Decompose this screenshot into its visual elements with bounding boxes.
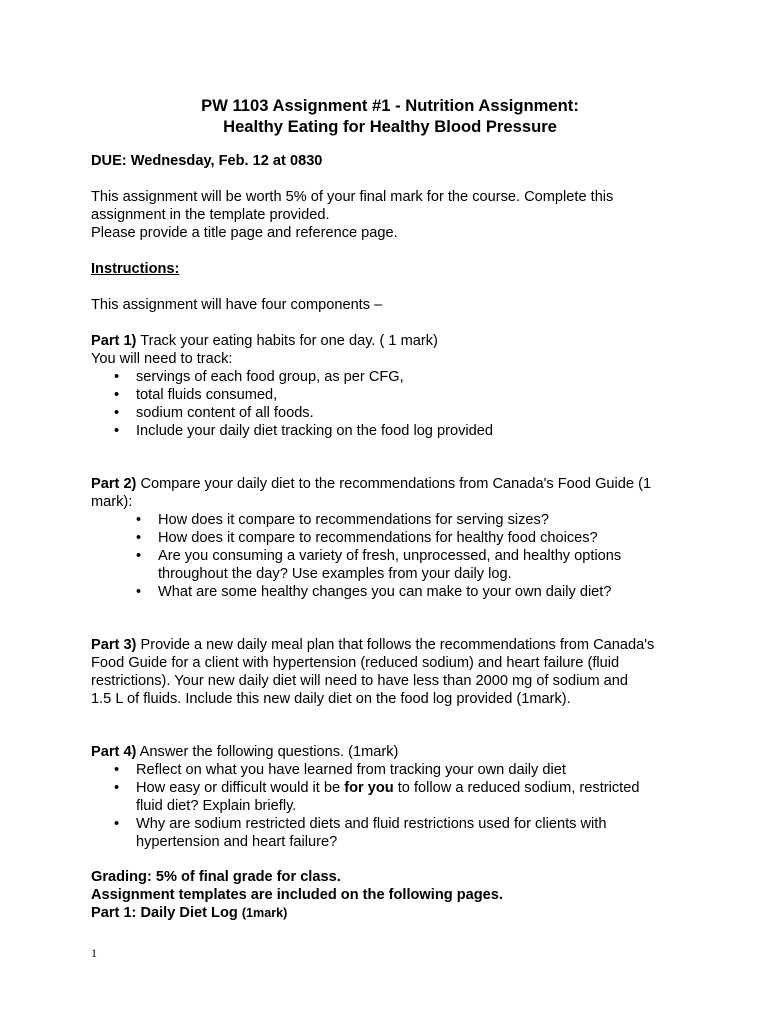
part-2-bullet-list: [91, 511, 691, 601]
part-2-section: [91, 475, 691, 601]
list-item: [114, 815, 691, 851]
part-3-text: Provide a new daily meal plan that follows the recommendations from Canada's: [136, 637, 655, 653]
list-item-text: total fluids consumed,: [136, 387, 278, 403]
list-item: [136, 583, 691, 601]
instructions-heading: Instructions:: [91, 261, 180, 277]
list-item: [136, 547, 691, 583]
list-item-text: How easy or difficult would it be: [136, 780, 345, 796]
bullet-icon: •: [114, 780, 120, 796]
part-4-label: Part 4): [91, 744, 137, 760]
list-item-text-tail: to follow a reduced sodium, restricted: [393, 780, 640, 796]
bullet-icon: •: [114, 423, 120, 439]
list-item: [114, 761, 691, 779]
grading-section: [91, 868, 691, 922]
list-item-text: What are some healthy changes you can make to your own daily diet?: [158, 584, 612, 600]
bullet-icon: •: [136, 530, 142, 546]
list-item-text: How does it compare to recommendations for serving sizes?: [158, 512, 549, 528]
list-item: [136, 511, 691, 529]
part-2-heading: [91, 475, 691, 493]
list-item-text: sodium content of all foods.: [136, 405, 314, 421]
list-item-text-continued: fluid diet? Explain briefly.: [136, 798, 297, 814]
grading-text: Grading: 5% of final grade for class.: [91, 869, 341, 885]
part-4-heading: [91, 743, 691, 761]
list-item-text: servings of each food group, as per CFG,: [136, 369, 404, 385]
list-item: [114, 404, 691, 422]
part-1-bullet-list: [91, 368, 691, 440]
part-4-bullet-list: [91, 761, 691, 851]
page-number: 1: [91, 946, 97, 960]
components-text: This assignment will have four components –: [91, 297, 383, 313]
part-4-section: [91, 743, 691, 851]
part-1-lead: You will need to track:: [91, 351, 233, 367]
templates-note: Assignment templates are included on the following pages.: [91, 887, 503, 903]
part-3-line-2: Food Guide for a client with hypertension (reduced sodium) and heart failure (fluid: [91, 655, 620, 671]
list-item: [114, 368, 691, 386]
list-item-text: How does it compare to recommendations for healthy food choices?: [158, 530, 598, 546]
part-4-text: Answer the following questions. (1mark): [136, 744, 399, 760]
bullet-icon: •: [114, 405, 120, 421]
intro-line-2: assignment in the template provided.: [91, 207, 330, 223]
intro-line-1: This assignment will be worth 5% of your final mark for the course. Complete this: [91, 189, 614, 205]
list-item-text-continued: hypertension and heart failure?: [136, 834, 338, 850]
due-date: DUE: Wednesday, Feb. 12 at 0830: [91, 153, 323, 169]
part-1-log-mark: (1mark): [241, 906, 288, 920]
list-item: [114, 779, 691, 815]
bullet-icon: •: [136, 512, 142, 528]
part-3-line-4: 1.5 L of fluids. Include this new daily diet on the food log provided (1mark).: [91, 691, 571, 707]
part-1-log-heading: [91, 904, 691, 922]
list-item-emphasis: for you: [344, 780, 394, 796]
list-item-text: Reflect on what you have learned from tracking your own daily diet: [136, 762, 566, 778]
part-3-section: [91, 636, 691, 708]
part-1-label: Part 1): [91, 333, 137, 349]
list-item: [136, 529, 691, 547]
list-item: [114, 386, 691, 404]
part-3-line-1: [91, 636, 691, 654]
bullet-icon: •: [114, 387, 120, 403]
part-3-label: Part 3): [91, 637, 137, 653]
bullet-icon: •: [114, 369, 120, 385]
bullet-icon: •: [136, 584, 142, 600]
document-title: [89, 95, 691, 137]
list-item-text-continued: throughout the day? Use examples from your daily log.: [158, 566, 512, 582]
intro-paragraph: [91, 188, 691, 242]
title-line-2: Healthy Eating for Healthy Blood Pressure: [223, 117, 557, 136]
part-1-section: [91, 332, 691, 440]
list-item-text: Why are sodium restricted diets and fluid restrictions used for clients with: [136, 816, 607, 832]
part-2-text-line-2: mark):: [91, 494, 133, 510]
part-1-text: Track your eating habits for one day. ( 1 mark): [136, 333, 438, 349]
part-3-line-3: restrictions). Your new daily diet will need to have less than 2000 mg of sodium and: [91, 673, 629, 689]
part-2-text: Compare your daily diet to the recommendations from Canada's Food Guide (1: [136, 476, 652, 492]
part-2-label: Part 2): [91, 476, 137, 492]
list-item-text: Are you consuming a variety of fresh, unprocessed, and healthy options: [158, 548, 622, 564]
part-1-log-label: Part 1: Daily Diet Log: [91, 905, 242, 921]
bullet-icon: •: [114, 762, 120, 778]
title-line-1: PW 1103 Assignment #1 - Nutrition Assignment:: [201, 96, 579, 115]
bullet-icon: •: [114, 816, 120, 832]
list-item-text: Include your daily diet tracking on the food log provided: [136, 423, 493, 439]
document-page: [91, 95, 691, 922]
bullet-icon: •: [136, 548, 142, 564]
part-1-heading: [91, 332, 691, 350]
intro-line-3: Please provide a title page and reference page.: [91, 225, 398, 241]
list-item: [114, 422, 691, 440]
